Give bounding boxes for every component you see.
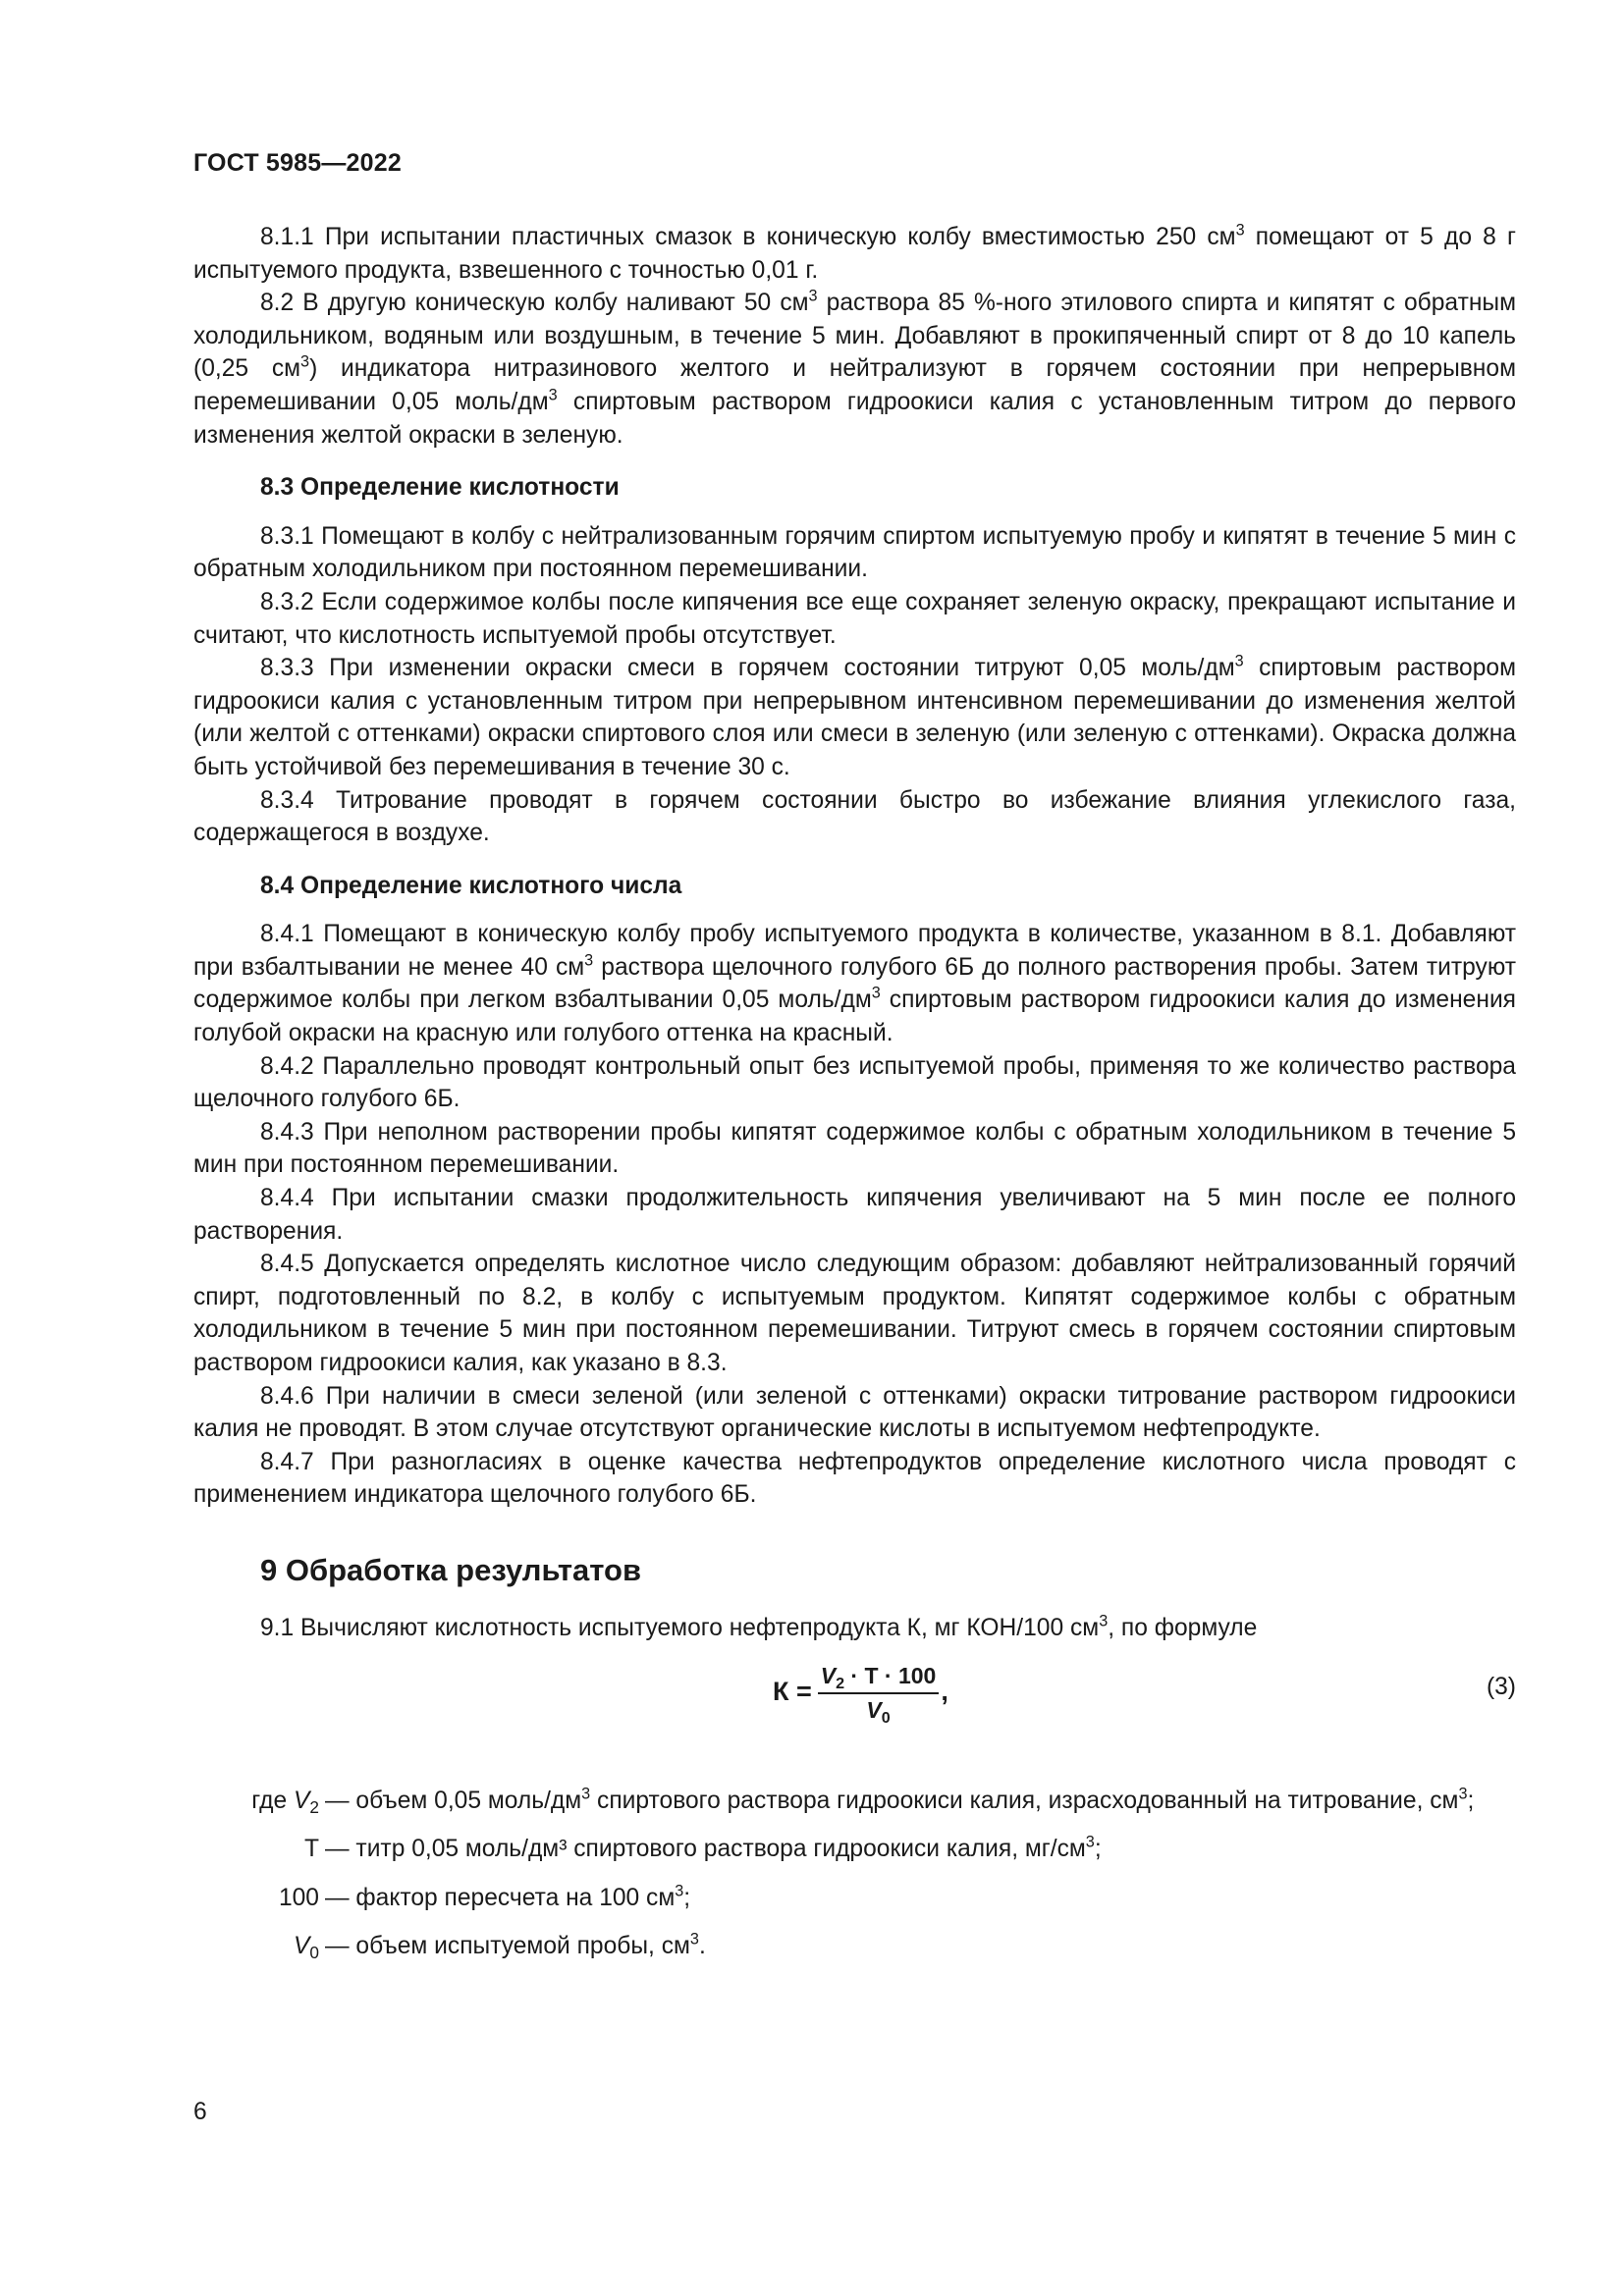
paragraph-8-1-1: 8.1.1 При испытании пластичных смазок в коническую колбу вместимостью 250 $см^3$ помещают от 5 до 8 г испытуемого продукта, взвешенного с точностью 0,01 г. — [193, 221, 1516, 284]
section-heading-8-3: 8.3 Определение кислотности — [260, 474, 620, 502]
paragraph-8-4-7: 8.4.7 При разногласиях в оценке качества нефтепродуктов определение кислотного числа проводят с применением индикатора щелочного голубого 6Б. — [193, 1448, 1516, 1509]
definition-term: где $V_2$ — [251, 1787, 319, 1817]
definition-term: $V_0$ — [294, 1933, 319, 1963]
formula-fraction — [818, 1661, 940, 1725]
section-heading-9: 9 Обработка результатов — [260, 1552, 642, 1587]
definition-t — [193, 1833, 1516, 1866]
paragraph-8-4-5: 8.4.5 Допускается определять кислотное число следующим образом: добавляют нейтрализованный горячий спирт, подготовленный по 8.2, в колбу с испытуемым продуктом. Кипятят содержимое колбы с обратным холодильником в течение 5 мин при постоянном перемешивании. Титруют смесь в горячем состоянии спиртовым раствором гидроокиси калия, как указано в 8.3. — [193, 1251, 1516, 1376]
paragraph-8-4-2: 8.4.2 Параллельно проводят контрольный опыт без испытуемой пробы, применяя то же количество раствора щелочного голубого 6Б. — [193, 1052, 1516, 1113]
definition-text: — титр 0,05 моль/дм³ спиртового раствора гидроокиси калия, $мг/см^3$; — [325, 1833, 1102, 1863]
paragraph-8-4-1: 8.4.1 Помещают в коническую колбу пробу испытуемого продукта в количестве, указанном в 8.1. Добавляют при взбалтывании не менее 40 $см^3$ раствора щелочного голубого 6Б до полного растворения пробы. Затем титруют содержимое колбы при легком взбалтывании 0,05 моль/$дм^3$ спиртовым раствором гидроокиси калия до изменения голубой окраски на красную или голубого оттенка на красный. — [193, 921, 1517, 1047]
formula-number: (3) — [1486, 1673, 1516, 1700]
definition-text: — фактор пересчета на 100 $см^3$; — [325, 1882, 691, 1911]
page-number: 6 — [193, 2099, 207, 2125]
section-heading-8-4: 8.4 Определение кислотного числа — [260, 872, 682, 899]
definitions-list — [193, 1785, 1516, 1963]
definition-term: 100 — [278, 1884, 319, 1911]
paragraph-8-3-2: 8.3.2 Если содержимое колбы после кипячения все еще сохраняет зеленую окраску, прекращают испытание и считают, что кислотность испытуемой пробы отсутствует. — [193, 588, 1516, 649]
definition-100 — [193, 1882, 1516, 1915]
paragraph-8-3-3: 8.3.3 При изменении окраски смеси в горячем состоянии титруют 0,05 моль/$дм^3$ спиртовым раствором гидроокиси калия с установленным титром при непрерывном интенсивном перемешивании до изменения желтой (или желтой с оттенками) окраски спиртового слоя или смеси в зеленую (или зеленую с оттенками). Окраска должна быть устойчивой без перемешивания в течение 30 с. — [193, 652, 1516, 780]
paragraph-8-4-4: 8.4.4 При испытании смазки продолжительность кипячения увеличивают на 5 мин после ее полного растворения. — [193, 1185, 1516, 1245]
definition-v2 — [193, 1785, 1516, 1818]
formula-block — [193, 1657, 1516, 1745]
document-body — [193, 221, 1516, 1979]
paragraph-8-2: 8.2 В другую коническую колбу наливают 50 $см^3$ раствора 85 %-ного этилового спирта и кипятят с обратным холодильником, водяным или воздушным, в течение 5 мин. Добавляют в прокипяченный спирт от 8 до 10 капель (0,25 $см^3$) индикатора нитразинового желтого и нейтрализуют в горячем состоянии при непрерывном перемешивании 0,05 моль/$дм^3$ спиртовым раствором гидроокиси калия с установленным титром до первого изменения желтой окраски в зеленую. — [193, 287, 1516, 449]
document-header: ГОСТ 5985—2022 — [193, 149, 402, 177]
formula-numerator: $V_2 \cdot Т \cdot 100$ — [818, 1661, 940, 1694]
paragraph-8-3-1: 8.3.1 Помещают в колбу с нейтрализованным горячим спиртом испытуемую пробу и кипятят в течение 5 мин с обратным холодильником при постоянном перемешивании. — [193, 522, 1516, 583]
formula-3 — [773, 1661, 948, 1725]
paragraph-9-1: 9.1 Вычисляют кислотность испытуемого нефтепродукта К, мг КОН/100 $см^3$, по формуле — [260, 1612, 1258, 1641]
definition-text: — объем 0,05 моль/$дм^3$ спиртового раствора гидроокиси калия, израсходованный на титрование, $см^3$; — [325, 1785, 1475, 1814]
paragraph-8-3-4: 8.3.4 Титрование проводят в горячем состоянии быстро во избежание влияния углекислого газа, содержащегося в воздухе. — [193, 786, 1516, 847]
paragraph-8-4-3: 8.4.3 При неполном растворении пробы кипятят содержимое колбы с обратным холодильником в течение 5 мин при постоянном перемешивании. — [193, 1118, 1516, 1179]
definition-v0 — [193, 1930, 1516, 1963]
definition-text: — объем испытуемой пробы, $см^3$. — [325, 1930, 706, 1960]
formula-lhs: К = — [773, 1677, 812, 1707]
paragraph-8-4-6: 8.4.6 При наличии в смеси зеленой (или зеленой с оттенками) окраски титрование раствором гидроокиси калия не проводят. В этом случае отсутствуют органические кислоты в испытуемом нефтепродукте. — [193, 1382, 1516, 1443]
definition-term: Т — [303, 1836, 319, 1863]
formula-denominator: $V_0$ — [866, 1696, 891, 1727]
formula-tail: , — [941, 1677, 948, 1707]
